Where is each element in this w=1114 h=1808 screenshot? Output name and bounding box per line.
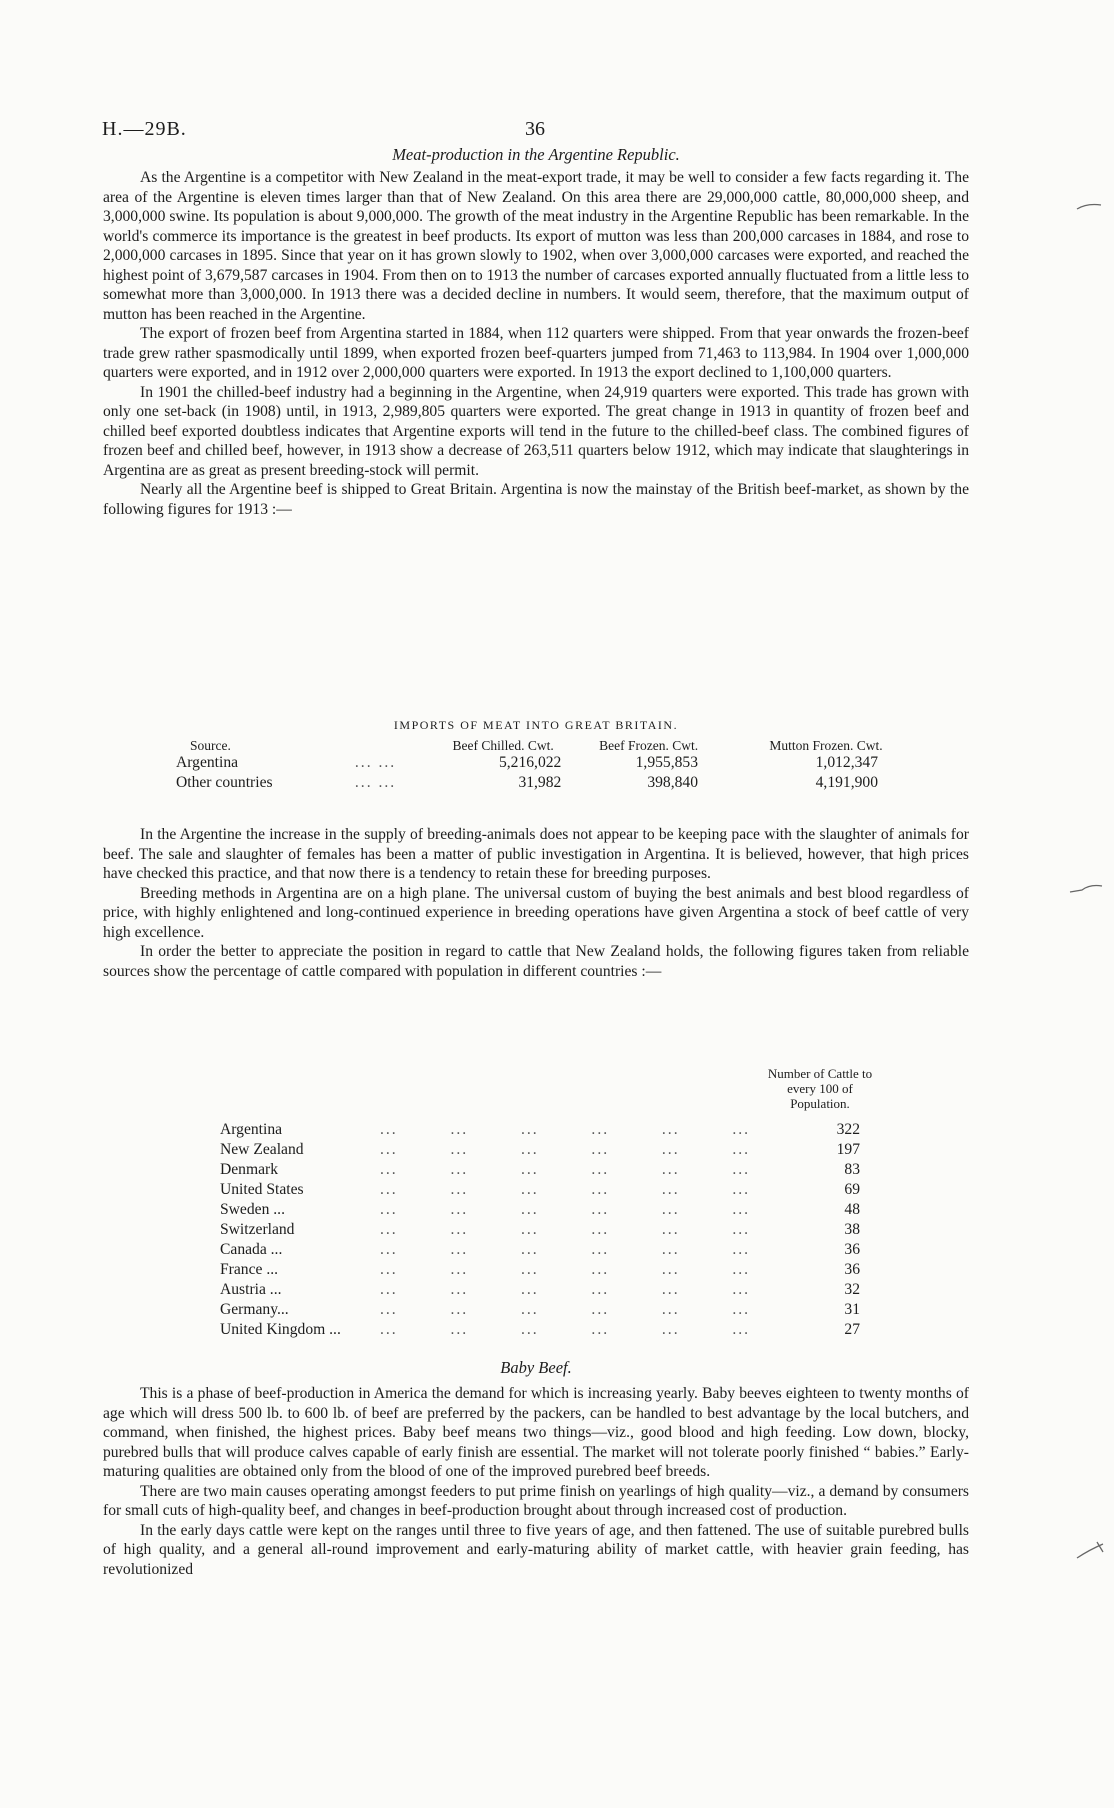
table-row — [176, 753, 916, 773]
section-argentine — [103, 145, 969, 519]
cattle-table-header: Number of Cattle to every 100 of Population. — [767, 1066, 873, 1111]
cell-cattle-per-100: 83 — [844, 1161, 860, 1178]
margin-tick-mark — [1075, 1538, 1110, 1568]
cell-cattle-per-100: 31 — [844, 1301, 860, 1318]
cell-country: United Kingdom ... — [220, 1321, 341, 1338]
cell-source: Other countries — [176, 774, 273, 791]
table-row — [176, 773, 916, 793]
table-row — [220, 1140, 860, 1160]
table-row — [220, 1280, 860, 1300]
table-header-row — [176, 738, 916, 753]
cell-cattle-per-100: 48 — [844, 1201, 860, 1218]
cell-cattle-per-100: 36 — [844, 1241, 860, 1258]
margin-tick-mark — [1075, 195, 1105, 215]
header-beef-chilled: Beef Chilled. Cwt. — [452, 738, 554, 753]
table-row — [220, 1300, 860, 1320]
cell-country: Denmark — [220, 1161, 279, 1178]
cell-cattle-per-100: 32 — [844, 1281, 860, 1298]
table-row — [220, 1200, 860, 1220]
cattle-table — [220, 1120, 860, 1340]
cell-country: United States — [220, 1181, 304, 1198]
cell-leader-dots: ... ... ... ... ... ... — [380, 1121, 751, 1138]
paragraph: In the early days cattle were kept on the ranges until three to five years of age, and then fattened. The use of suitable purebred bulls of high quality, and a general all-round improvement and early-maturing ability of market cattle, with heavier grain feeding, has revolutionized — [103, 1521, 969, 1578]
cell-cattle-per-100: 36 — [844, 1261, 860, 1278]
cell-country: Sweden ... — [220, 1201, 285, 1218]
cell-cattle-per-100: 38 — [844, 1221, 860, 1238]
table-row — [220, 1120, 860, 1140]
cell-leader-dots: ... ... ... ... ... ... — [380, 1201, 751, 1218]
cell-leader-dots: ... ... ... ... ... ... — [380, 1141, 751, 1158]
table-row — [220, 1220, 860, 1240]
cell-beef-chilled: 5,216,022 — [498, 754, 562, 771]
cell-country: France ... — [220, 1261, 279, 1278]
cell-beef-frozen: 1,955,853 — [635, 754, 698, 771]
table-row — [220, 1180, 860, 1200]
cell-beef-chilled: 31,982 — [518, 774, 562, 791]
paragraph: In order the better to appreciate the position in regard to cattle that New Zealand holds, the following figures taken from reliable sources show the percentage of cattle compared with population in different countries :— — [103, 943, 969, 980]
cell-leader-dots: ... ... ... ... ... ... — [380, 1301, 751, 1318]
cell-mutton-frozen: 4,191,900 — [815, 774, 878, 791]
paragraph: The export of frozen beef from Argentina started in 1884, when 112 quarters were shipped. From that year onwards the frozen-beef trade grew rather spasmodically until 1899, when exported frozen beef-quarters jumped from 71,463 to 113,984. In 1904 over 1,000,000 quarters were exported, and in 1912 over 2,000,000 quarters were exported. In 1913 the export declined to 1,100,000 quarters. — [103, 325, 969, 381]
table-row — [220, 1160, 860, 1180]
paragraph: There are two main causes operating amongst feeders to put prime finish on yearlings of high quality—viz., a demand by consumers for small cuts of high-quality beef, and changes in beef-production brought about through increased cost of production. — [103, 1482, 969, 1519]
cell-leader-dots: ... ... ... ... ... ... — [380, 1241, 751, 1258]
paragraph: Nearly all the Argentine beef is shipped to Great Britain. Argentina is now the mainstay of the British beef-market, as shown by the following figures for 1913 :— — [103, 481, 969, 518]
margin-tick-mark — [1068, 880, 1108, 900]
cell-cattle-per-100: 322 — [836, 1121, 860, 1138]
cell-leader-dots: ... ... — [354, 754, 397, 771]
paragraph: In 1901 the chilled-beef industry had a beginning in the Argentine, when 24,919 quarters were exported. This trade has grown with only one set-back (in 1908) until, in 1913, 2,989,805 quarters were exported. The great change in 1913 in quantity of frozen beef and chilled beef exported doubtless indicates that Argentine exports will tend in the future to the chilled-beef class. The combined figures of frozen beef and chilled beef, however, in 1913 show a decrease of 263,511 quarters below 1912, which may indicate that slaughterings in Argentina are as great as present breeding-stock will permit. — [103, 383, 969, 479]
header-source: Source. — [190, 738, 231, 753]
table-row — [220, 1260, 860, 1280]
cell-country: New Zealand — [220, 1141, 304, 1158]
cell-country: Canada ... — [220, 1241, 283, 1258]
section-baby-beef — [103, 1358, 969, 1579]
cell-leader-dots: ... ... ... ... ... ... — [380, 1281, 751, 1298]
cell-source: Argentina — [176, 754, 239, 771]
paragraph: Breeding methods in Argentina are on a high plane. The universal custom of buying the best animals and best blood regardless of price, with highly enlightened and long-continued experience in breeding operations have given Argentina a stock of beef cattle of very high excellence. — [103, 884, 969, 941]
imports-table — [176, 738, 916, 793]
cell-country: Switzerland — [220, 1221, 295, 1238]
section-argentine-continued — [103, 825, 969, 981]
section-heading: Baby Beef. — [500, 1358, 572, 1377]
cell-leader-dots: ... ... ... ... ... ... — [380, 1261, 751, 1278]
imports-table-block — [103, 718, 969, 793]
cell-cattle-per-100: 69 — [844, 1181, 860, 1198]
cell-leader-dots: ... ... ... ... ... ... — [380, 1321, 751, 1338]
cell-country: Argentina — [220, 1121, 283, 1138]
cell-mutton-frozen: 1,012,347 — [815, 754, 878, 771]
table-row — [220, 1240, 860, 1260]
header-mutton-frozen: Mutton Frozen. Cwt. — [769, 738, 883, 753]
cell-cattle-per-100: 27 — [844, 1321, 860, 1338]
paragraph: In the Argentine the increase in the supply of breeding-animals does not appear to be keeping pace with the slaughter of animals for beef. The sale and slaughter of females has been a matter of public investigation in Argentina. It is believed, however, that high prices have checked this practice, and that now there is a tendency to retain these for breeding purposes. — [103, 826, 969, 882]
document-reference: H.—29B. — [102, 118, 187, 140]
cell-cattle-per-100: 197 — [836, 1141, 860, 1158]
header-beef-frozen: Beef Frozen. Cwt. — [599, 738, 699, 753]
cell-leader-dots: ... ... — [354, 774, 397, 791]
table-caption: IMPORTS OF MEAT INTO GREAT BRITAIN. — [393, 718, 679, 732]
section-heading: Meat-production in the Argentine Republic. — [392, 145, 680, 164]
paragraph: As the Argentine is a competitor with New Zealand in the meat-export trade, it may be well to consider a few facts regarding it. The area of the Argentine is eleven times larger than that of New Zealand. On this area there are 29,000,000 cattle, 80,000,000 sheep, and 3,000,000 swine. Its population is about 9,000,000. The growth of the meat industry in the Argentine Republic has been remarkable. In the world's commerce its importance is the greatest in beef products. Its export of mutton was less than 200,000 carcases in 1884, and rose to 2,000,000 carcases in 1895. Since that year on it has grown slowly to 1902, when over 3,000,000 carcases were exported, and reached the highest point of 3,679,587 carcases in 1904. From then on to 1913 the number of carcases exported annually fluctuated from a little less to somewhat more than 3,000,000. In 1913 there was a decided decline in numbers. It would seem, therefore, that the maximum output of mutton has been reached in the Argentine. — [103, 169, 969, 323]
cell-beef-frozen: 398,840 — [647, 774, 698, 791]
cell-leader-dots: ... ... ... ... ... ... — [380, 1181, 751, 1198]
cell-leader-dots: ... ... ... ... ... ... — [380, 1221, 751, 1238]
page-number: 36 — [525, 118, 545, 140]
cell-country: Germany... — [220, 1301, 289, 1318]
table-row — [220, 1320, 860, 1340]
cell-leader-dots: ... ... ... ... ... ... — [380, 1161, 751, 1178]
cell-country: Austria ... — [220, 1281, 282, 1298]
paragraph: This is a phase of beef-production in America the demand for which is increasing yearly. Baby beeves eighteen to twenty months of age which will dress 500 lb. to 600 lb. of beef are preferred by the packers, can be handled to best advantage by the local butchers, and command, when finished, the highest prices. Baby beef means two things—viz., good blood and high feeding. Low down, blocky, purebred bulls that will produce calves capable of early finish are essential. The market will not tolerate poorly finished “ babies.” Early-maturing qualities are obtained only from the blood of one of the improved purebred beef breeds. — [103, 1385, 969, 1480]
